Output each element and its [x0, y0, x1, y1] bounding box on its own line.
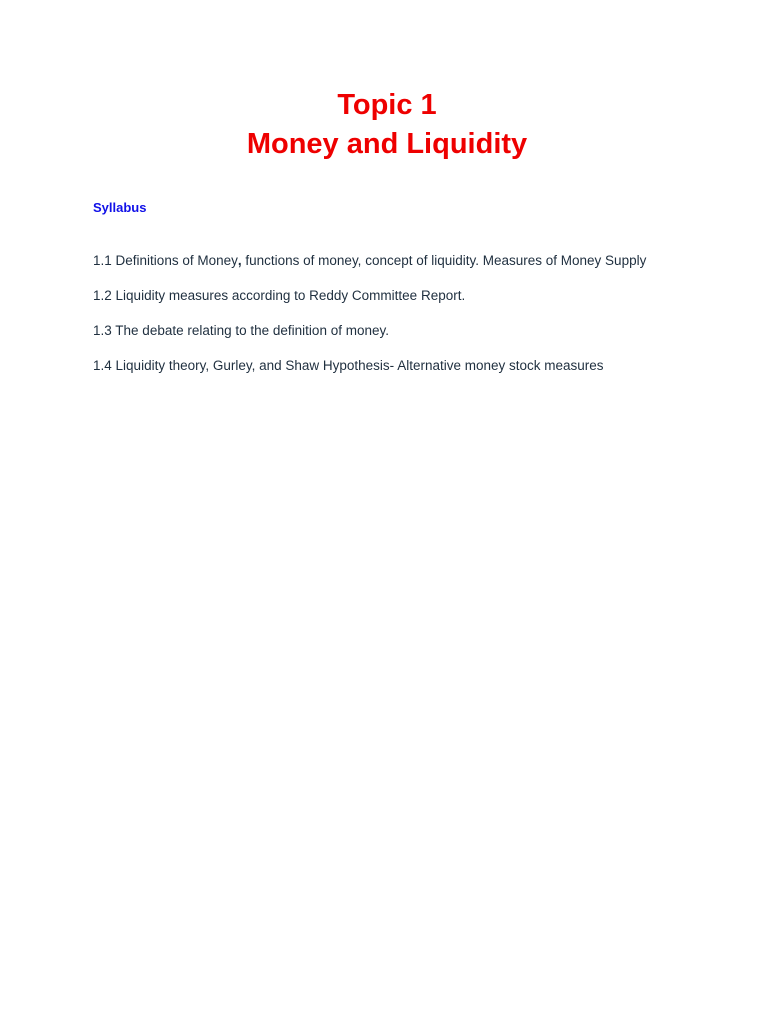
- item-number: 1.4: [93, 358, 112, 373]
- item-text-continued: functions of money, concept of liquidity. Measures of Money Supply: [241, 253, 647, 268]
- item-text: Liquidity theory, Gurley, and Shaw Hypothesis- Alternative money stock measures: [115, 358, 604, 373]
- syllabus-item-1-4: [93, 357, 646, 392]
- syllabus-item-1-3: [93, 322, 646, 357]
- item-number: 1.2: [93, 288, 112, 303]
- syllabus-heading: Syllabus: [93, 200, 147, 215]
- item-text: The debate relating to the definition of money.: [115, 323, 389, 338]
- item-text: Liquidity measures according to Reddy Committee Report.: [115, 288, 466, 303]
- topic-number-title: Topic 1: [337, 89, 437, 121]
- topic-name-title: Money and Liquidity: [246, 128, 528, 160]
- item-number: 1.1: [93, 253, 112, 268]
- title-block: [0, 86, 768, 164]
- item-separator: ,: [237, 253, 242, 268]
- item-number: 1.3: [93, 323, 112, 338]
- syllabus-item-1-2: [93, 287, 646, 322]
- syllabus-list: [93, 252, 646, 392]
- item-text: Definitions of Money: [115, 253, 238, 268]
- syllabus-item-1-1: [93, 252, 646, 287]
